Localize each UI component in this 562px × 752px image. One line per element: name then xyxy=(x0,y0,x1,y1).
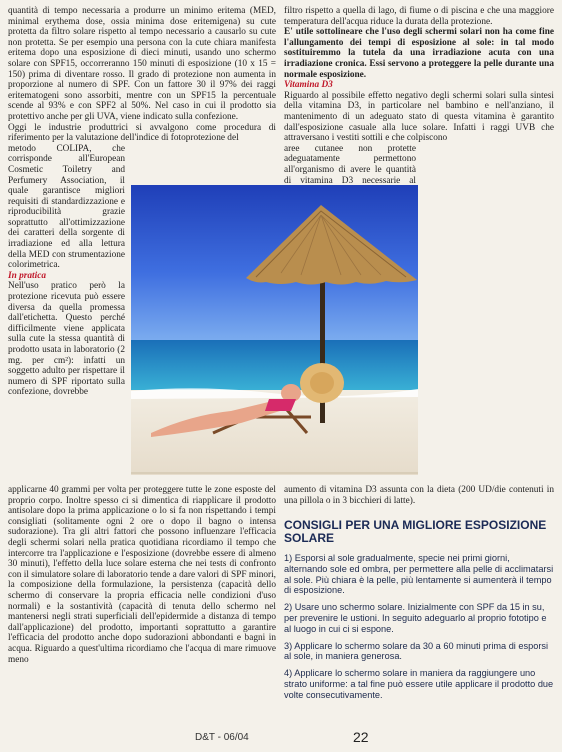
footer-label: D&T - 06/04 xyxy=(195,732,249,743)
tips-title: CONSIGLI PER UNA MIGLIORE ESPOSIZIONE SOLARE xyxy=(284,518,547,545)
paragraph-vitamin-intro: Riguardo al possibile effetto negativo degli schermi solari sulla sintesi della vitamina D3, in particolare nel bambino e nell'anziano, il mantenimento di un adeguato stato di questa vitamina è garantito dall'esposizione casuale alla luce solare. Infatti i raggi UVB che attraversano i vestiti sottili e che colpiscono xyxy=(284,90,554,144)
left-column-lower xyxy=(8,485,276,665)
right-column-lower xyxy=(284,485,554,506)
beach-photo-illustration xyxy=(131,185,418,475)
heading-in-pratica: In pratica xyxy=(8,270,46,281)
paragraph-spf-definition: quantità di tempo necessaria a produrre un minimo eritema (MED, minimal erythema dose, ossia minima dose eritemigena) su cute protetta da filtro solare rispetto al tempo necessario a causarlo su cute non protetta. Se per esempio una persona con la cute chiara manifesta eritema dopo una esposizione di dieci minuti, usando uno schermo solare con SPF15, occorreranno 150 minuti di esposizione (10 x 15 = 150) prima di diventare rosso. Il grado di protezione non aumenta in proporzione al numero di SPF. Con un fattore 30 il 97% dei raggi eritematogeni sono assorbiti, mentre con un SPF15 la percentuale scende al 93% e con SPF2 al 50%. Nel caso in cui il prodotto sia protettivo anche per gli UVA, viene indicato sulla confezione. xyxy=(8,6,276,122)
tip-item: 1) Esporsi al sole gradualmente, specie nei primi giorni, alternando sole ed ombra, per permettere alla pelle di acclimatarsi al sole. Più chiara è la pelle, più lentamente si aumenterà il tempo di esposizione. xyxy=(284,553,554,596)
tips-box xyxy=(284,519,554,707)
paragraph-in-pratica: Nell'uso pratico però la protezione ricevuta può essere diversa da quella promessa dall'etichetta. Questo perché difficilmente viene applicata sulla cute la stessa quantità di prodotto usata in laboratorio (2 mg. per cm²): infatti un soggetto adulto per rispettare il numero di SPF riportato sulla confezione, dovrebbe xyxy=(8,281,125,398)
paragraph-colipa-intro: Oggi le industrie produttrici si avvalgono come procedura di riferimento per la valutazione dell'indice di fotoprotezione del xyxy=(8,122,276,144)
beach-photo xyxy=(131,185,418,475)
page-footer xyxy=(0,727,562,749)
paragraph-vitamin-diet: aumento di vitamina D3 assunta con la dieta (200 UD/die contenuti in una pillola o in 3 bicchieri di latte). xyxy=(284,485,554,506)
heading-vitamina-d3: Vitamina D3 xyxy=(284,80,333,91)
page-number: 22 xyxy=(353,729,369,745)
tip-item: 3) Applicare lo schermo solare da 30 a 60 minuti prima di esporsi al sole, in maniera generosa. xyxy=(284,640,549,662)
tip-item: 4) Applicare lo schermo solare in maniera da raggiungere uno strato uniforme: a tal fine può essere utile applicare il prodotto due volte consecutivamente. xyxy=(284,668,554,700)
paragraph-water: filtro rispetto a quella di lago, di fiume o di piscina e che una maggiore temperatura dell'acqua riduce la durata della protezione. xyxy=(284,6,554,27)
paragraph-application: applicarne 40 grammi per volta per proteggere tutte le zone esposte del proprio corpo. Inoltre spesso ci si dimentica di riapplicare il prodotto antisolare dopo la prima applicazione o lo si fa non rispettando i tempi consigliati (solitamente ogni 2 ore o dopo il bagno o intensa sudorazione). Tra gli altri fattori che possono influenzare l'efficacia degli schermi solari nella pratica quotidiana ricordiamo il tempo che intercorre tra l'applicazione e l'esposizione (dovrebbe essere di almeno 30 minuti), l'effetto della luce solare esterna che nei tests di confronto con il simulatore solare di laboratorio tende a dare valori di SPF minori, la composizione della formulazione, la persistenza (capacità dello schermo di conservare la propria efficacia nelle condizioni d'uso normali) e la sostantività (capacità di tenuta dello schermo nel mantenersi negli strati superficiali dell'epidermide a distanza di tempo dall'applicazione) del prodotto, importanti soprattutto a garantire l'efficacia del prodotto anche dopo sudorazioni abbondanti e bagni in acqua. Riguardo a quest'ultima ricordiamo che l'acqua di mare rimuove meno xyxy=(8,485,276,665)
tips-list xyxy=(284,553,554,701)
paragraph-emphasis: E' utile sottolineare che l'uso degli schermi solari non ha come fine l'allungamento dei tempi di esposizione al sole: in tal modo sostituiremmo la tutela da una irradiazione acuta con una irradiazione cronica. Essi servono a proteggere la pelle durante una normale esposizione. xyxy=(284,27,554,80)
paragraph-vitamin: aree cutanee non protette adeguatamente permettono all'organismo di avere le quantità di vitamina D3 necessarie al xyxy=(284,143,416,186)
tip-item: 2) Usare uno schermo solare. Inizialmente con SPF da 15 in su, per prevenire le ustioni. In seguito adeguarlo al proprio fototipo e al luogo in cui ci si espone. xyxy=(284,602,547,634)
paragraph-colipa: metodo COLIPA, che corrisponde all'European Cosmetic Toiletry and Perfumery Association, il quale garantisce migliori requisiti di standardizzazione e riproducibilità grazie soprattutto all'ottimizzazione dei caratteri della sorgente di irradiazione ed alla lettura della MED con strumentazione colorimetrica. xyxy=(8,143,125,271)
